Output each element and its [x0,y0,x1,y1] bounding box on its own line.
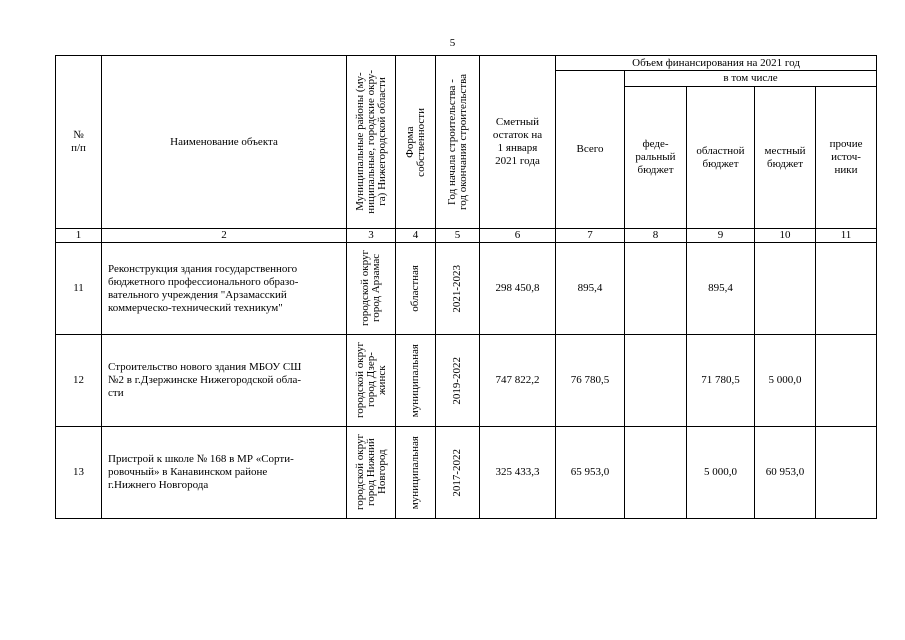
table-row [56,335,877,427]
total: 65 953,0 [556,427,625,519]
estimate: 747 822,2 [480,335,556,427]
col-number: 11 [816,229,877,243]
object-name: Строительство нового здания МБОУ СШ №2 в г.Дзержинске Нижегородской обла- сти [102,335,347,427]
financing-table [55,55,877,519]
local: 60 953,0 [755,427,816,519]
header-local: местный бюджет [755,87,816,229]
header-ownership: Форма собственности [396,56,436,229]
col-number: 3 [347,229,396,243]
table-row [56,427,877,519]
regional: 71 780,5 [687,335,755,427]
col-number: 9 [687,229,755,243]
ownership: муниципальная [396,335,436,427]
header-no: № п/п [56,56,102,229]
other [816,427,877,519]
table-row [56,243,877,335]
header-funding-group: Объем финансирования на 2021 год [556,56,877,71]
col-number: 7 [556,229,625,243]
col-number: 10 [755,229,816,243]
header-regional: областной бюджет [687,87,755,229]
page-number: 5 [449,37,456,49]
other [816,243,877,335]
district: городской округ город Дзер- жинск [347,335,396,427]
district: городской округ город Арзамас [347,243,396,335]
header-district: Муниципальные районы (му- ниципальные, городские окру- га) Нижегородской области [347,56,396,229]
estimate: 298 450,8 [480,243,556,335]
col-number: 6 [480,229,556,243]
row-no: 12 [56,335,102,427]
header-including: в том числе [625,71,877,87]
total: 895,4 [556,243,625,335]
object-name: Реконструкция здания государственного бюджетного профессионального образо- вательного учреждения "Арзамасский коммерческо-технический техникум" [102,243,347,335]
header-years: Год начала строительства - год окончания строительства [436,56,480,229]
federal [625,335,687,427]
col-number: 1 [56,229,102,243]
col-number: 4 [396,229,436,243]
header-other: прочие источ- ники [816,87,877,229]
col-number: 5 [436,229,480,243]
row-no: 13 [56,427,102,519]
ownership: муниципальная [396,427,436,519]
local [755,243,816,335]
regional: 895,4 [687,243,755,335]
row-no: 11 [56,243,102,335]
other [816,335,877,427]
column-numbers-row [56,229,877,243]
col-number: 8 [625,229,687,243]
header-name: Наименование объекта [102,56,347,229]
local: 5 000,0 [755,335,816,427]
district: городской округ город Нижний Новгород [347,427,396,519]
federal [625,427,687,519]
years: 2017-2022 [436,427,480,519]
object-name: Пристрой к школе № 168 в МР «Сорти- ровочный» в Канавинском районе г.Нижнего Новгорода [102,427,347,519]
ownership: областная [396,243,436,335]
header-estimate: Сметный остаток на 1 января 2021 года [480,56,556,229]
regional: 5 000,0 [687,427,755,519]
header-total: Всего [556,71,625,229]
total: 76 780,5 [556,335,625,427]
years: 2019-2022 [436,335,480,427]
header-federal: феде- ральный бюджет [625,87,687,229]
col-number: 2 [102,229,347,243]
estimate: 325 433,3 [480,427,556,519]
federal [625,243,687,335]
years: 2021-2023 [436,243,480,335]
